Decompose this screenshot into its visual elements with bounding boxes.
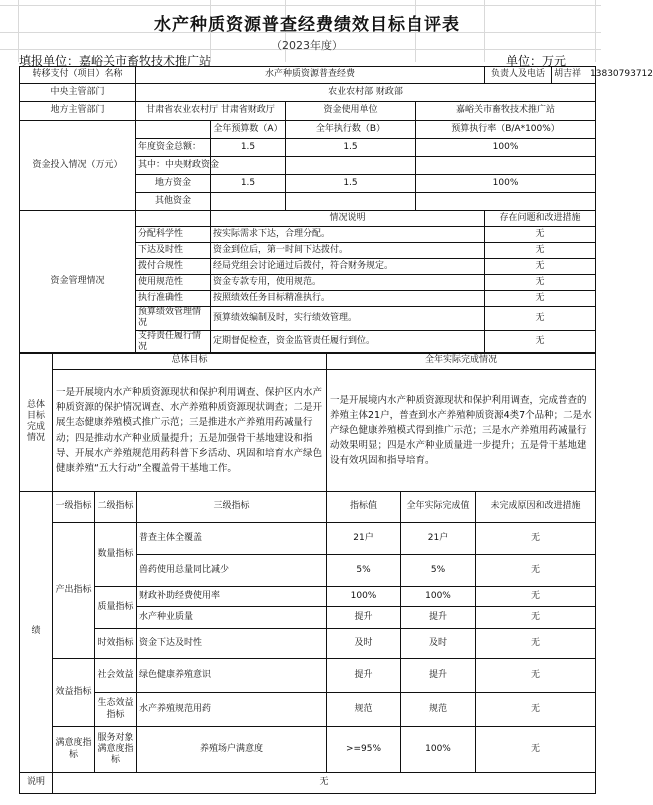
col-rate: 预算执行率（B/A*100%） (416, 121, 596, 139)
management-issue[interactable]: 无 (485, 307, 596, 331)
management-header-row (20, 211, 596, 227)
funding-row-label: 地方资金 (136, 175, 211, 193)
level1-benefit: 效益指标 (53, 659, 95, 727)
management-issue[interactable]: 无 (485, 243, 596, 259)
overall-goal-text[interactable]: 一是开展境内水产种质资源现状和保护利用调查、保护区内水产种质资源的保护情况调查、水产养殖种质资源现状调查；二是开展生态健康养殖模式推广示范；三是推进水产养殖用药减量行动；四是推动水产种业质量提升；五是加强骨干基地建设和指导、开展水产养殖规范用药科普下乡活动、巩固和培育水产绿色健康养殖“五大行动”全覆盖骨干基地工作。 (53, 370, 327, 492)
funding-exec[interactable] (286, 157, 416, 175)
actual-value[interactable]: 及时 (401, 629, 476, 659)
report-year: （2023年度） (271, 39, 343, 52)
funding-row-label: 年度资金总额： (136, 139, 211, 157)
level2-service-satisfaction: 服务对象满意度指标 (95, 727, 137, 773)
management-desc[interactable]: 定期督促检查，资金监管责任履行到位。 (211, 330, 485, 354)
level2-quality: 质量指标 (95, 587, 137, 629)
goals-header-row (20, 353, 596, 370)
col-desc: 情况说明 (211, 211, 485, 227)
target-value[interactable]: 5% (327, 555, 401, 587)
currency-unit: 单位：万元 (506, 54, 567, 68)
management-desc[interactable]: 按实际需求下达，合理分配。 (211, 227, 485, 243)
level3-indicator: 养殖场户满意度 (137, 727, 327, 773)
central-dept-value[interactable]: 农业农村部 财政部 (136, 84, 596, 102)
actual-value[interactable]: 提升 (401, 659, 476, 693)
level3-indicator: 普查主体全覆盖 (137, 523, 327, 555)
performance-indicators-table (19, 491, 596, 773)
indicator-row (20, 629, 596, 659)
management-issue[interactable]: 无 (485, 291, 596, 307)
actual-value[interactable]: 21户 (401, 523, 476, 555)
col-target: 指标值 (327, 492, 401, 523)
local-dept-row (20, 102, 596, 121)
basic-info-table (19, 66, 653, 354)
management-item: 执行准确性 (136, 291, 211, 307)
project-value[interactable]: 水产种质资源普查经费 (136, 67, 485, 84)
contact-value[interactable]: 胡吉祥 13830793712 (552, 67, 596, 84)
col-goal: 总体目标 (53, 353, 327, 370)
indicator-row (20, 693, 596, 727)
level3-indicator: 水产种业质量 (137, 607, 327, 629)
contact-label: 负责人及电话 (485, 67, 552, 84)
actual-value[interactable]: 5% (401, 555, 476, 587)
funding-rate[interactable]: 100% (416, 175, 596, 193)
funding-exec[interactable] (286, 193, 416, 211)
actual-value[interactable]: 100% (401, 587, 476, 607)
level2-ecological: 生态效益指标 (95, 693, 137, 727)
management-item: 下达及时性 (136, 243, 211, 259)
reason-value[interactable]: 无 (476, 727, 596, 773)
target-value[interactable]: 提升 (327, 659, 401, 693)
level1-output: 产出指标 (53, 523, 95, 659)
management-desc[interactable]: 资金到位后，第一时间下达拨付。 (211, 243, 485, 259)
funding-budget[interactable] (211, 157, 286, 175)
management-desc[interactable]: 预算绩效编制及时，实行绩效管理。 (211, 307, 485, 331)
project-row (20, 67, 596, 84)
level3-indicator: 财政补助经费使用率 (137, 587, 327, 607)
level2-quantity: 数量指标 (95, 523, 137, 587)
reason-value[interactable]: 无 (476, 587, 596, 607)
fund-user-label: 资金使用单位 (286, 102, 416, 121)
local-dept-value[interactable]: 甘肃省农业农村厅 甘肃省财政厅 (136, 102, 286, 121)
indicator-row (20, 587, 596, 607)
note-table (19, 772, 596, 794)
funding-rate[interactable]: 100% (416, 139, 596, 157)
reason-value[interactable]: 无 (476, 555, 596, 587)
management-issue[interactable]: 无 (485, 275, 596, 291)
central-dept-row (20, 84, 596, 102)
level3-indicator: 绿色健康养殖意识 (137, 659, 327, 693)
actual-value[interactable]: 100% (401, 727, 476, 773)
note-row (20, 773, 596, 794)
performance-section-label: 绩 (20, 492, 53, 773)
target-value[interactable]: 规范 (327, 693, 401, 727)
funding-budget[interactable]: 1.5 (211, 139, 286, 157)
reason-value[interactable]: 无 (476, 629, 596, 659)
funding-rate[interactable] (416, 157, 596, 175)
funding-section-text: 资金投入情况（万元） (32, 159, 123, 170)
goals-content-row (20, 370, 596, 492)
target-value[interactable]: 提升 (327, 607, 401, 629)
col-actual-completion: 全年实际完成情况 (327, 353, 596, 370)
target-value[interactable]: >=95% (327, 727, 401, 773)
note-value[interactable]: 无 (53, 773, 596, 794)
management-issue[interactable]: 无 (485, 227, 596, 243)
management-desc[interactable]: 按照绩效任务目标精准执行。 (211, 291, 485, 307)
funding-exec[interactable]: 1.5 (286, 175, 416, 193)
target-value[interactable]: 100% (327, 587, 401, 607)
page-title: 水产种质资源普查经费绩效目标自评表 (154, 15, 460, 35)
actual-value[interactable]: 规范 (401, 693, 476, 727)
funding-budget[interactable]: 1.5 (211, 175, 286, 193)
management-desc[interactable]: 资金专款专用，使用规范。 (211, 275, 485, 291)
performance-header-row (20, 492, 596, 523)
level2-social: 社会效益 (95, 659, 137, 693)
management-desc[interactable]: 经局党组会讨论通过后拨付，符合财务规定。 (211, 259, 485, 275)
overall-goals-table (19, 352, 596, 492)
project-label: 转移支付（项目）名称 (20, 67, 136, 84)
col-level2: 二级指标 (95, 492, 137, 523)
funding-header-row (20, 121, 596, 139)
col-level3: 三级指标 (137, 492, 327, 523)
reason-value[interactable]: 无 (476, 523, 596, 555)
management-section-label: 资金管理情况 (20, 211, 136, 354)
management-item: 分配科学性 (136, 227, 211, 243)
funding-section-label (20, 121, 136, 211)
target-value[interactable]: 及时 (327, 629, 401, 659)
management-item: 预算绩效管理情况 (136, 307, 211, 331)
reason-value[interactable]: 无 (476, 659, 596, 693)
management-issue[interactable]: 无 (485, 330, 596, 354)
level2-timeliness: 时效指标 (95, 629, 137, 659)
management-item: 拨付合规性 (136, 259, 211, 275)
management-issue[interactable]: 无 (485, 259, 596, 275)
management-item: 使用规范性 (136, 275, 211, 291)
reason-value[interactable]: 无 (476, 607, 596, 629)
col-level1: 一级指标 (53, 492, 95, 523)
note-label: 说明 (20, 773, 53, 794)
funding-row-label: 其他资金 (136, 193, 211, 211)
fund-user-value[interactable]: 嘉峪关市畜牧技术推广站 (416, 102, 596, 121)
management-item: 支持责任履行情况 (136, 330, 211, 354)
col-budget: 全年预算数（A） (211, 121, 286, 139)
reason-value[interactable]: 无 (476, 693, 596, 727)
col-issue: 存在问题和改进措施 (485, 211, 596, 227)
indicator-row (20, 659, 596, 693)
col-exec: 全年执行数（B） (286, 121, 416, 139)
level3-indicator: 资金下达及时性 (137, 629, 327, 659)
level3-indicator: 兽药使用总量同比减少 (137, 555, 327, 587)
goals-section-label: 总体目标完成情况 (20, 353, 53, 492)
funding-row-label: 其中：中央财政资金 (136, 157, 211, 175)
funding-exec[interactable]: 1.5 (286, 139, 416, 157)
local-dept-label: 地方主管部门 (20, 102, 136, 121)
col-actual-value: 全年实际完成值 (401, 492, 476, 523)
indicator-row (20, 523, 596, 555)
actual-value[interactable]: 提升 (401, 607, 476, 629)
funding-rate[interactable] (416, 193, 596, 211)
level3-indicator: 水产养殖规范用药 (137, 693, 327, 727)
indicator-row (20, 727, 596, 773)
funding-budget[interactable] (211, 193, 286, 211)
central-dept-label: 中央主管部门 (20, 84, 136, 102)
target-value[interactable]: 21户 (327, 523, 401, 555)
actual-completion-text[interactable]: 一是开展境内水产种质资源现状和保护利用调查，完成普查的养殖主体21户，普查到水产养殖种质资源4类7个品种；二是水产绿色健康养殖模式得到推广示范；三是水产养殖用药减量行动效果明显；四是水产种业质量进一步提升；五是骨干基地建设有效巩固和指导培育。 (327, 370, 596, 492)
level1-satisfaction: 满意度指标 (53, 727, 95, 773)
col-reason: 未完成原因和改进措施 (476, 492, 596, 523)
reporting-unit: 填报单位：嘉峪关市畜牧技术推广站 (19, 54, 212, 68)
